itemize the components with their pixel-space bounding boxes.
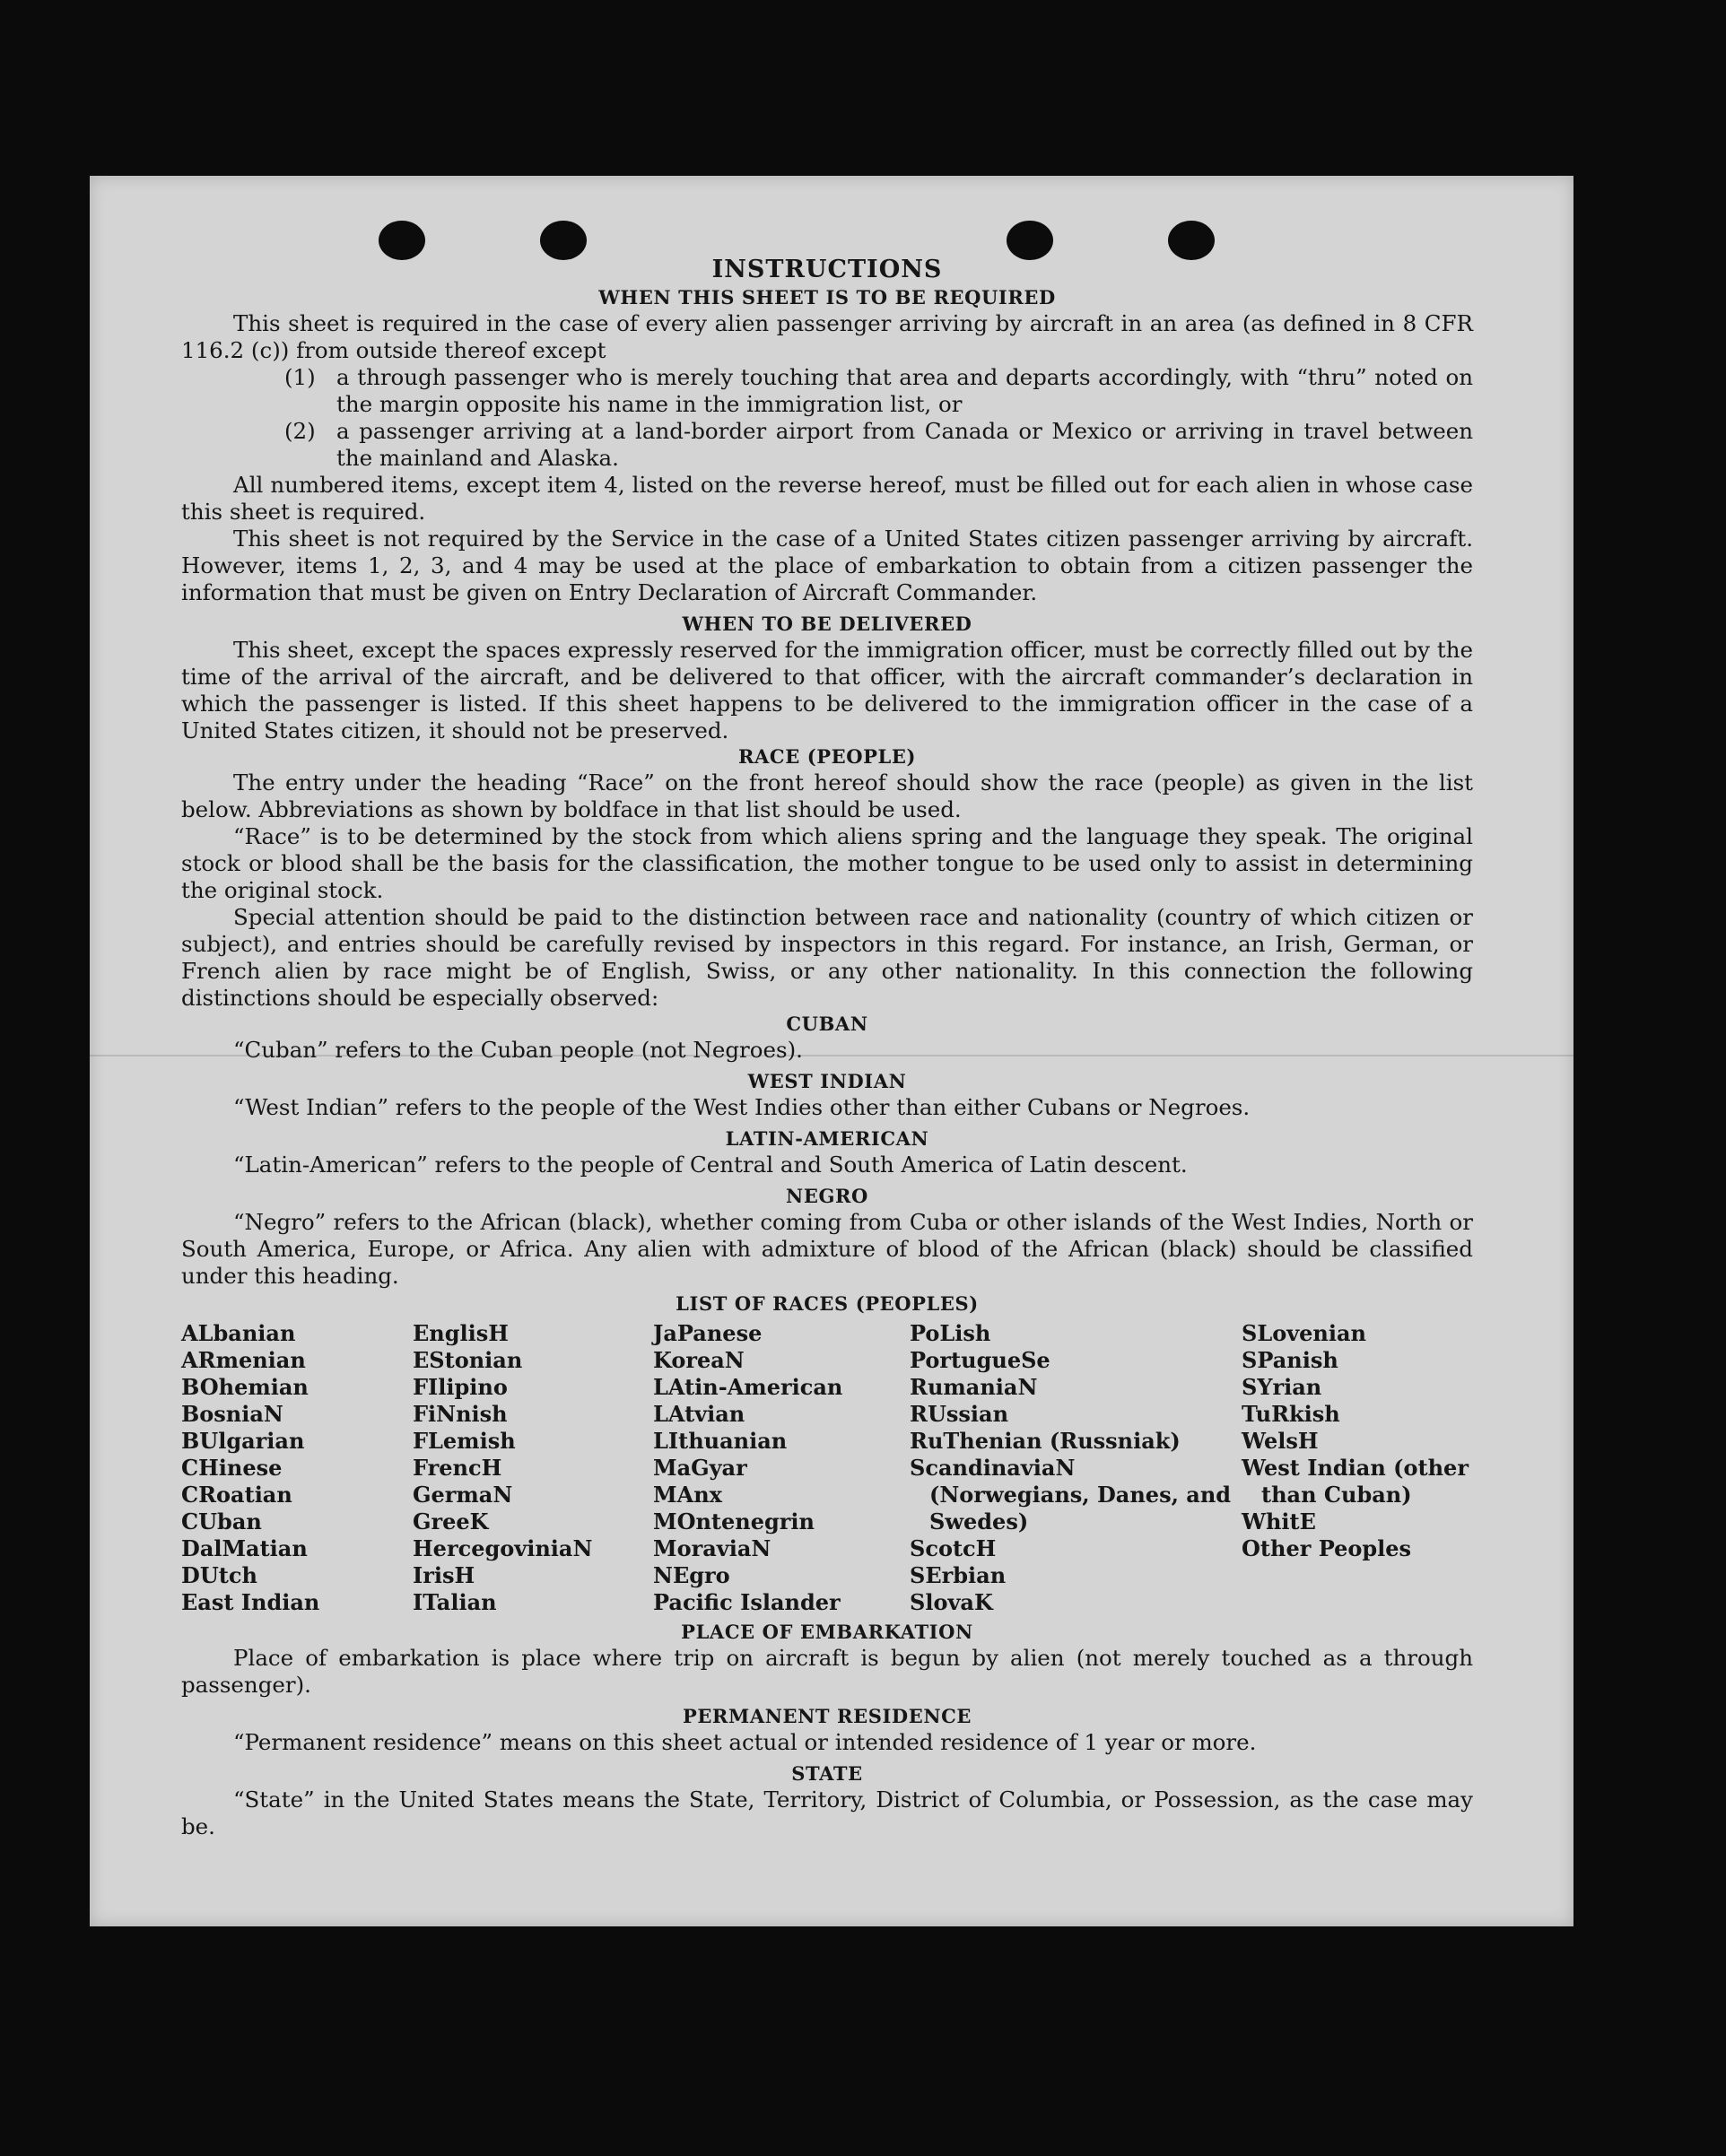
race-entry: SlovaK — [910, 1589, 993, 1615]
race-entry: FiNnish — [413, 1401, 508, 1427]
race-entry: FLemish — [413, 1428, 516, 1454]
race-entry: BUlgarian — [181, 1428, 305, 1454]
race-entry: CHinese — [181, 1455, 283, 1481]
heading-negro: NEGRO — [786, 1185, 868, 1207]
race-entry: LIthuanian — [653, 1428, 788, 1454]
exception-item-2 — [181, 418, 1473, 472]
race-entry: MAnx — [653, 1482, 722, 1508]
race-entry: BosniaN — [181, 1401, 283, 1427]
race-entry: KoreaN — [653, 1347, 745, 1373]
punch-hole — [379, 221, 425, 260]
race-entry: SYrian — [1242, 1374, 1322, 1400]
race-entry: WhitE — [1242, 1508, 1316, 1534]
heading-required: WHEN THIS SHEET IS TO BE REQUIRED — [598, 286, 1056, 309]
race-entry: HercegoviniaN — [413, 1535, 593, 1561]
race-entry: RumaniaN — [910, 1374, 1038, 1400]
residence-text: “Permanent residence” means on this sheet actual or intended residence of 1 year or more. — [233, 1729, 1257, 1755]
race-entry: WelsH — [1242, 1428, 1319, 1454]
west-indian-text: “West Indian” refers to the people of the West Indies other than either Cubans or Negroes. — [233, 1094, 1251, 1120]
instructions-content — [181, 256, 1473, 1840]
race-entry: CRoatian — [181, 1482, 292, 1508]
race-entry: BOhemian — [181, 1374, 309, 1400]
required-para-2: All numbered items, except item 4, listed on the reverse hereof, must be filled out for each alien in whose case this sheet is required. — [181, 472, 1473, 525]
heading-embarkation: PLACE OF EMBARKATION — [681, 1621, 973, 1643]
heading-latin-american: LATIN-AMERICAN — [725, 1127, 929, 1150]
race-entry: MOntenegrin — [653, 1508, 815, 1534]
race-entry: EStonian — [413, 1347, 523, 1373]
race-entry: East Indian — [181, 1589, 320, 1615]
race-para-2: “Race” is to be determined by the stock from which aliens spring and the language they speak. The original stock or blood shall be the basis for the classification, the mother tongue to be used only to assist in determining the original stock. — [181, 823, 1473, 903]
race-entry: Other Peoples — [1242, 1535, 1412, 1561]
race-column-5 — [1242, 1320, 1473, 1616]
race-entry: IrisH — [413, 1562, 475, 1588]
item-text: a through passenger who is merely touching that area and departs accordingly, with “thru” noted on the margin opposite his name in the immigration list, or — [336, 364, 1473, 417]
race-para-3: Special attention should be paid to the distinction between race and nationality (country of which citizen or subject), and entries should be carefully revised by inspectors in this regard. For instance, an Irish, German, or French alien by race might be of English, Swiss, or any other nationality. In this connection the following distinctions should be especially observed: — [181, 904, 1473, 1011]
document-sheet — [90, 176, 1573, 1926]
race-entry: RuThenian (Russniak) — [910, 1428, 1181, 1454]
race-entry: EnglisH — [413, 1320, 509, 1346]
delivered-text: This sheet, except the spaces expressly reserved for the immigration officer, must be correctly filled out by the time of the arrival of the aircraft, and be delivered to that officer, with the aircraft commander’s declaration in which the passenger is listed. If this sheet happens to be delivered to the immigration officer in the case of a United States citizen, it should not be preserved. — [181, 637, 1473, 743]
heading-state: STATE — [791, 1762, 863, 1785]
race-entry: MoraviaN — [653, 1535, 771, 1561]
race-column-1 — [181, 1320, 413, 1616]
race-entry: Pacific Islander — [653, 1589, 841, 1615]
race-entry: ITalian — [413, 1589, 497, 1615]
race-entry: CUban — [181, 1508, 262, 1534]
item-number: (2) — [284, 418, 316, 444]
state-text: “State” in the United States means the State, Territory, District of Columbia, or Possession, as the case may be. — [181, 1787, 1473, 1839]
punch-hole — [540, 221, 587, 260]
race-entry: SLovenian — [1242, 1320, 1366, 1346]
race-para-1: The entry under the heading “Race” on the front hereof should show the race (people) as given in the list below. Abbreviations as shown by boldface in that list should be used. — [181, 769, 1473, 822]
heading-cuban: CUBAN — [786, 1013, 868, 1035]
heading-west-indian: WEST INDIAN — [747, 1070, 907, 1092]
item-text: a passenger arriving at a land-border airport from Canada or Mexico or arriving in travel between the mainland and Alaska. — [336, 418, 1473, 471]
latin-american-text: “Latin-American” refers to the people of Central and South America of Latin descent. — [233, 1152, 1188, 1178]
race-entry: FrencH — [413, 1455, 502, 1481]
race-entry: NEgro — [653, 1562, 730, 1588]
required-para-3: This sheet is not required by the Service in the case of a United States citizen passenger arriving by aircraft. However, items 1, 2, 3, and 4 may be used at the place of embarkation to obtain from a citizen passenger the information that must be given on Entry Declaration of Aircraft Commander. — [181, 526, 1473, 605]
race-entry: GreeK — [413, 1508, 489, 1534]
page-title: INSTRUCTIONS — [711, 256, 943, 283]
required-intro: This sheet is required in the case of every alien passenger arriving by aircraft in an area (as defined in 8 CFR 116.2 (c)) from outside thereof except — [181, 310, 1473, 363]
heading-list-of-races: LIST OF RACES (PEOPLES) — [676, 1292, 979, 1315]
race-column-4 — [910, 1320, 1242, 1616]
punch-hole — [1007, 221, 1053, 260]
race-column-2 — [413, 1320, 653, 1616]
exception-item-1 — [181, 364, 1473, 418]
race-entry: SPanish — [1242, 1347, 1338, 1373]
race-entry: DUtch — [181, 1562, 257, 1588]
race-entry: ALbanian — [181, 1320, 296, 1346]
race-entry: FIlipino — [413, 1374, 508, 1400]
race-entry: LAtvian — [653, 1401, 745, 1427]
punch-hole — [1168, 221, 1215, 260]
race-entry: West Indian (other than Cuban) — [1242, 1455, 1469, 1508]
race-entry: ScandinaviaN (Norwegians, Danes, and Swedes) — [910, 1455, 1232, 1534]
race-entry: GermaN — [413, 1482, 513, 1508]
race-entry: RUssian — [910, 1401, 1009, 1427]
heading-permanent-residence: PERMANENT RESIDENCE — [682, 1705, 972, 1727]
race-column-3 — [653, 1320, 910, 1616]
heading-delivered: WHEN TO BE DELIVERED — [682, 613, 972, 635]
race-entry: JaPanese — [653, 1320, 763, 1346]
race-entry: LAtin-American — [653, 1374, 843, 1400]
embarkation-text: Place of embarkation is place where trip on aircraft is begun by alien (not merely touched as a through passenger). — [181, 1645, 1473, 1698]
race-entry: ARmenian — [181, 1347, 306, 1373]
race-entry: ScotcH — [910, 1535, 997, 1561]
race-entry: TuRkish — [1242, 1401, 1340, 1427]
race-entry: PoLish — [910, 1320, 991, 1346]
cuban-text: “Cuban” refers to the Cuban people (not Negroes). — [233, 1037, 803, 1063]
race-list — [181, 1320, 1473, 1616]
negro-text: “Negro” refers to the African (black), whether coming from Cuba or other islands of the West Indies, North or South America, Europe, or Africa. Any alien with admixture of blood of the African (black) should be classified under this heading. — [181, 1209, 1473, 1289]
race-entry: MaGyar — [653, 1455, 747, 1481]
race-entry: DalMatian — [181, 1535, 308, 1561]
race-entry: PortugueSe — [910, 1347, 1050, 1373]
heading-race: RACE (PEOPLE) — [737, 745, 917, 768]
item-number: (1) — [284, 364, 316, 390]
race-entry: SErbian — [910, 1562, 1007, 1588]
